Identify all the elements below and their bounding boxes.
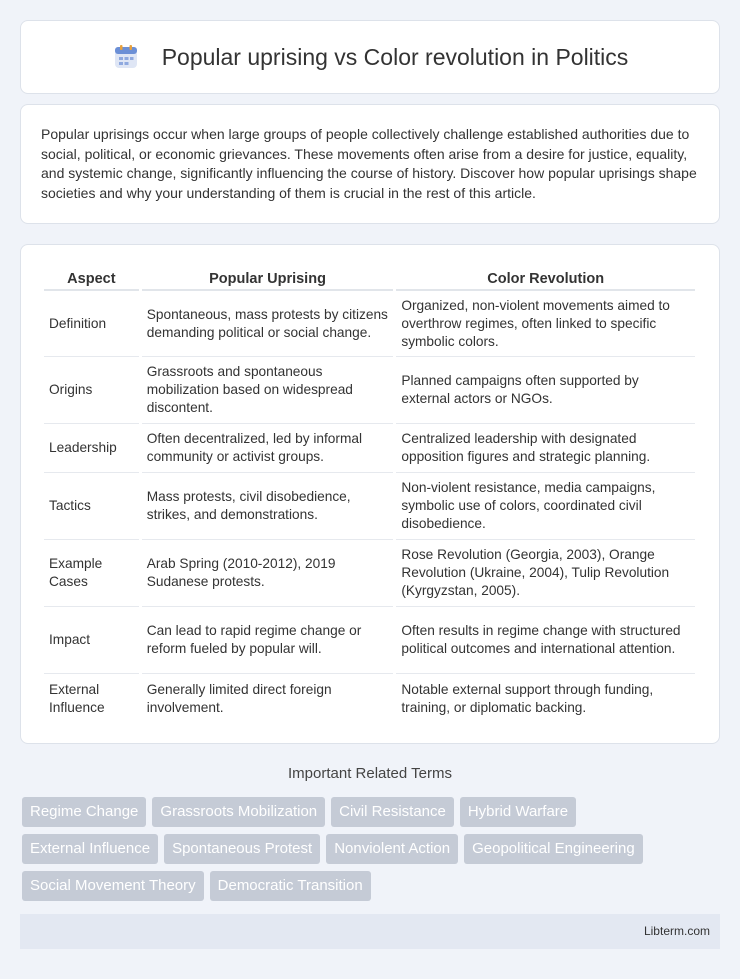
cell-uprising: Can lead to rapid regime change or reform fueled by popular will. bbox=[142, 607, 394, 674]
tag-geopolitical-engineering[interactable]: Geopolitical Engineering bbox=[464, 834, 643, 864]
table-row bbox=[44, 357, 695, 424]
tag-spontaneous-protest[interactable]: Spontaneous Protest bbox=[164, 834, 320, 864]
cell-uprising: Spontaneous, mass protests by citizens demanding political or social change. bbox=[142, 291, 394, 357]
table-row bbox=[44, 540, 695, 607]
cell-uprising: Mass protests, civil disobedience, strikes, and demonstrations. bbox=[142, 473, 394, 540]
header-popular-uprising: Popular Uprising bbox=[142, 265, 394, 291]
cell-uprising: Grassroots and spontaneous mobilization based on widespread discontent. bbox=[142, 357, 394, 424]
tag-hybrid-warfare[interactable]: Hybrid Warfare bbox=[460, 797, 576, 827]
cell-color: Notable external support through funding, training, or diplomatic backing. bbox=[401, 681, 654, 715]
page-title: Popular uprising vs Color revolution in Politics bbox=[161, 43, 629, 70]
cell-color: Organized, non-violent movements aimed to overthrow regimes, often linked to specific symbolic colors. bbox=[396, 291, 695, 357]
cell-aspect: Definition bbox=[44, 291, 139, 357]
table-header-row bbox=[44, 265, 695, 291]
header-aspect: Aspect bbox=[44, 265, 139, 291]
cell-color: Often results in regime change with structured political outcomes and international attention. bbox=[396, 607, 695, 674]
intro-card bbox=[20, 104, 720, 224]
cell-aspect: Example Cases bbox=[44, 540, 139, 607]
header-color-revolution: Color Revolution bbox=[396, 265, 695, 291]
table-row bbox=[44, 424, 695, 473]
cell-color: Non-violent resistance, media campaigns, symbolic use of colors, coordinated civil disobedience. bbox=[396, 473, 695, 540]
cell-uprising: Often decentralized, led by informal community or activist groups. bbox=[142, 424, 394, 473]
related-terms-title: Important Related Terms bbox=[288, 765, 452, 782]
cell-aspect: Origins bbox=[44, 357, 139, 424]
tag-social-movement-theory[interactable]: Social Movement Theory bbox=[22, 871, 204, 901]
cell-aspect: External Influence bbox=[49, 681, 105, 715]
intro-text: Popular uprisings occur when large groups of people collectively challenge established authorities due to social, political, or economic grievances. These movements often arise from a desire for justice, equality, and systemic change, significantly influencing the course of history. Discover how popular uprisings shape societies and why your understanding of them is crucial in the rest of this article. bbox=[41, 126, 697, 201]
cell-uprising: Generally limited direct foreign involvement. bbox=[146, 681, 332, 715]
cell-aspect: Leadership bbox=[44, 424, 139, 473]
cell-color: Rose Revolution (Georgia, 2003), Orange Revolution (Ukraine, 2004), Tulip Revolution (Kyrgyzstan, 2005). bbox=[396, 540, 695, 607]
table-row bbox=[44, 674, 695, 723]
table-row bbox=[44, 607, 695, 674]
related-tags bbox=[22, 797, 702, 908]
cell-uprising: Arab Spring (2010-2012), 2019 Sudanese protests. bbox=[142, 540, 394, 607]
tag-regime-change[interactable]: Regime Change bbox=[22, 797, 146, 827]
tag-democratic-transition[interactable]: Democratic Transition bbox=[210, 871, 371, 901]
cell-color: Planned campaigns often supported by external actors or NGOs. bbox=[396, 357, 695, 424]
footer bbox=[20, 914, 720, 949]
table-row bbox=[44, 473, 695, 540]
calendar-icon bbox=[112, 43, 140, 71]
cell-aspect: Impact bbox=[44, 607, 139, 674]
cell-color: Centralized leadership with designated opposition figures and strategic planning. bbox=[396, 424, 695, 473]
comparison-card bbox=[20, 244, 720, 744]
footer-site-link[interactable]: Libterm.com bbox=[643, 924, 710, 938]
comparison-table bbox=[41, 265, 698, 723]
tag-grassroots-mobilization[interactable]: Grassroots Mobilization bbox=[152, 797, 325, 827]
table-row bbox=[44, 291, 695, 357]
cell-aspect: Tactics bbox=[44, 473, 139, 540]
tag-external-influence[interactable]: External Influence bbox=[22, 834, 158, 864]
header-card bbox=[20, 20, 720, 94]
tag-civil-resistance[interactable]: Civil Resistance bbox=[331, 797, 454, 827]
tag-nonviolent-action[interactable]: Nonviolent Action bbox=[326, 834, 458, 864]
